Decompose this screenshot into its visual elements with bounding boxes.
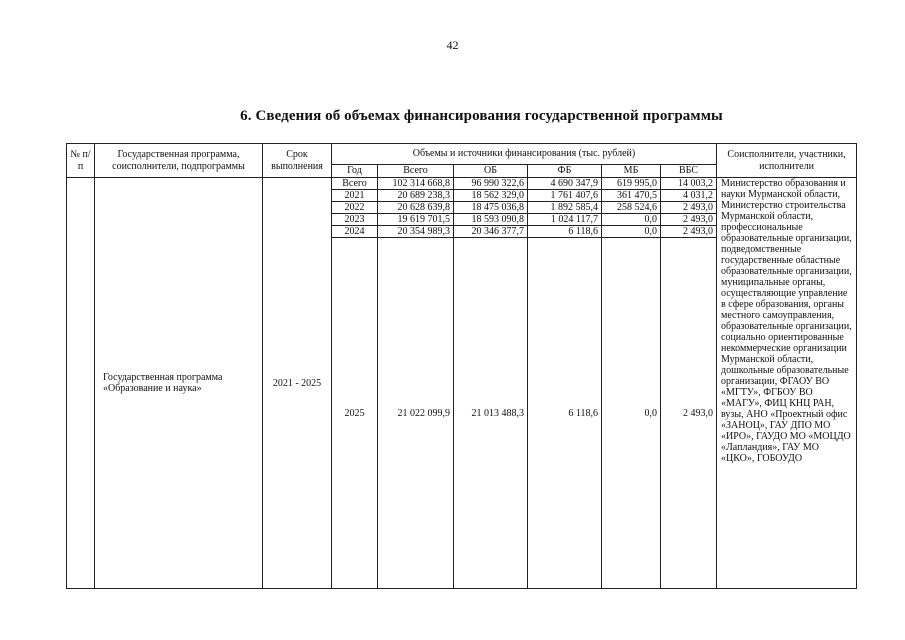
year-cell: 2021 (332, 190, 378, 202)
vbs-cell: 4 031,2 (661, 190, 717, 202)
fb-cell: 1 761 407,6 (528, 190, 602, 202)
subheader-fb: ФБ (528, 165, 602, 178)
year-cell: 2022 (332, 202, 378, 214)
vbs-cell: 2 493,0 (661, 214, 717, 226)
mb-cell: 619 995,0 (602, 178, 661, 190)
ob-cell: 21 013 488,3 (454, 238, 528, 589)
mb-cell: 0,0 (602, 214, 661, 226)
subheader-mb: МБ (602, 165, 661, 178)
mb-cell: 0,0 (602, 226, 661, 238)
header-num: № п/п (67, 144, 95, 178)
year-cell: 2023 (332, 214, 378, 226)
vbs-cell: 14 003,2 (661, 178, 717, 190)
program-name-cell: Государственная программа «Образование и наука» (95, 178, 263, 589)
total-cell: 19 619 701,5 (378, 214, 454, 226)
mb-cell: 258 524,6 (602, 202, 661, 214)
vbs-cell: 2 493,0 (661, 202, 717, 214)
total-cell: 20 628 639,8 (378, 202, 454, 214)
mb-cell: 0,0 (602, 238, 661, 589)
document-title: 6. Сведения об объемах финансирования государственной программы (240, 108, 723, 124)
header-term: Срок выполнения (263, 144, 332, 178)
total-cell: 20 354 989,3 (378, 226, 454, 238)
subheader-total: Всего (378, 165, 454, 178)
row-num-cell (67, 178, 95, 589)
term-cell: 2021 - 2025 (263, 178, 332, 589)
mb-cell: 361 470,5 (602, 190, 661, 202)
total-cell: 102 314 668,8 (378, 178, 454, 190)
year-cell: 2024 (332, 226, 378, 238)
fb-cell: 1 024 117,7 (528, 214, 602, 226)
total-cell: 21 022 099,9 (378, 238, 454, 589)
page-number: 42 (446, 38, 459, 52)
vbs-cell: 2 493,0 (661, 226, 717, 238)
header-funding: Объемы и источники финансирования (тыс. рублей) (332, 144, 717, 165)
funding-table (66, 143, 857, 589)
total-cell: 20 689 238,3 (378, 190, 454, 202)
table-row (67, 178, 857, 190)
fb-cell: 6 118,6 (528, 238, 602, 589)
ob-cell: 18 475 036,8 (454, 202, 528, 214)
header-program: Государственная программа, соисполнители, подпрограммы (95, 144, 263, 178)
ob-cell: 18 562 329,0 (454, 190, 528, 202)
year-cell: 2025 (332, 238, 378, 589)
header-executors: Соисполнители, участники, исполнители (717, 144, 857, 178)
fb-cell: 1 892 585,4 (528, 202, 602, 214)
ob-cell: 20 346 377,7 (454, 226, 528, 238)
subheader-ob: ОБ (454, 165, 528, 178)
year-cell: Всего (332, 178, 378, 190)
fb-cell: 6 118,6 (528, 226, 602, 238)
subheader-year: Год (332, 165, 378, 178)
subheader-vbs: ВБС (661, 165, 717, 178)
executors-cell: Министерство образования и науки Мурманской области, Министерство строительства Мурманской области, профессиональные образовательные организации, подведомственные государственные областные образовательные организации, муниципальные органы, осуществляющие управление в сфере образования, органы местного самоуправления, образовательные организации, социально ориентированные некоммерческие организации Мурманской области, дошкольные образовательные организации, ФГАОУ ВО «МГТУ», ФГБОУ ВО «МАГУ», ФИЦ КНЦ РАН, вузы, АНО «Проектный офис «ЗАНОЦ», ГАУ ДПО МО «ИРО», ГАУДО МО «МОЦДО «Лапландия», ГАУ МО «ЦКО», ГОБОУДО (717, 178, 857, 589)
ob-cell: 96 990 322,6 (454, 178, 528, 190)
vbs-cell: 2 493,0 (661, 238, 717, 589)
fb-cell: 4 690 347,9 (528, 178, 602, 190)
ob-cell: 18 593 090,8 (454, 214, 528, 226)
